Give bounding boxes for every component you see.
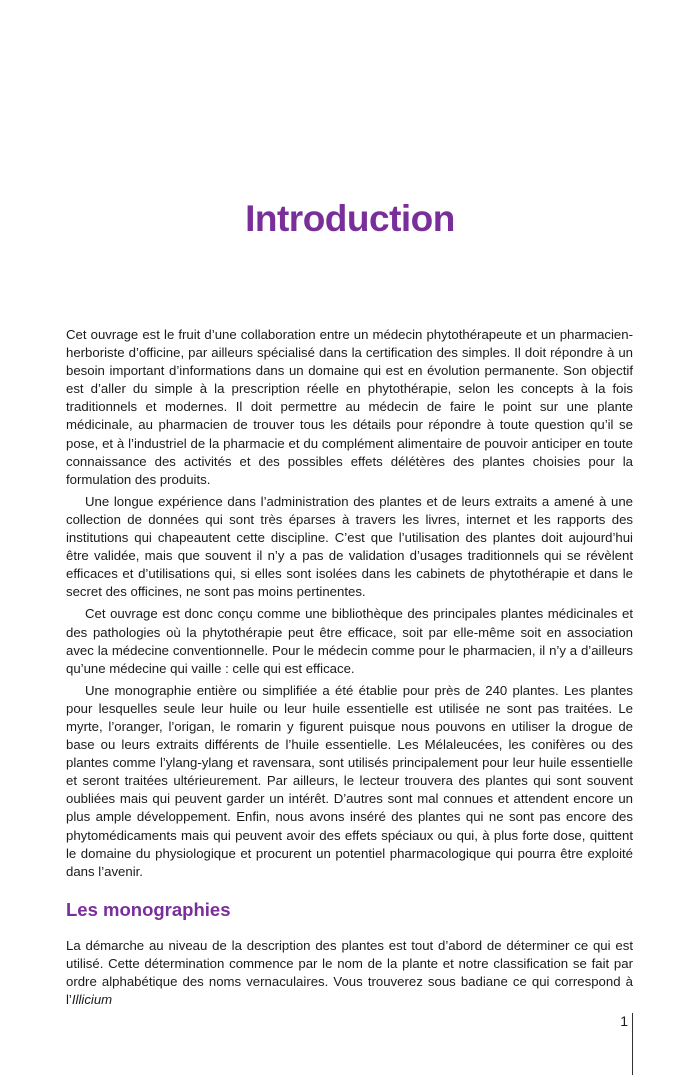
paragraph-4: Une monographie entière ou simplifiée a été établie pour près de 240 plantes. Les plantes pour lesquelles seule leur huile ou leur huile essentielle est utilisée ne sont pas traitées. Le myrte, l’oranger, l’origan, le romarin y figurent puisque nous pouvons en utiliser la drogue de base ou leurs extraits différents de l’huile essentielle. Les Mélaleucées, les conifères ou des plantes comme l’ylang-ylang et ravensara, sont utilisés principalement pour leur huile essentielle et seront traitées ultérieurement. Par ailleurs, le lecteur trouvera des plantes qui sont souvent oubliées mais qui peuvent garder un intérêt. D’autres sont mal connues et attendent encore un plus ample développement. Enfin, nous avons inséré des plantes qui ne sont pas encore des phytomédicaments mais qui peuvent avoir des effets spéciaux ou qui, à plus forte dose, quittent le domaine du physiologique et procurent un potentiel pharmacologique qui pourra être exploité dans l’avenir. <box>66 682 633 879</box>
section-paragraph-italic: Illicium <box>71 992 113 1008</box>
paragraph-3: Cet ouvrage est donc conçu comme une bibliothèque des principales plantes médicinales et des pathologies où la phytothérapie peut être efficace, soit par elle-même soit en association avec la médecine conventionnelle. Pour le médecin comme pour le pharmacien, il n’y a d’ailleurs qu’une médecine qui vaille : celle qui est efficace. <box>66 606 633 676</box>
section-paragraph <box>66 937 633 1009</box>
page-title: Introduction <box>245 198 455 239</box>
page-number: 1 <box>620 1013 628 1029</box>
section-paragraph-text: La démarche au niveau de la description des plantes est tout d’abord de déterminer ce qui est utilisé. Cette détermination commence par le nom de la plante et notre classification se fait par ordre alphabétique des noms vernaculaires. Vous trouverez sous badiane ce qui correspond à l’ <box>66 937 633 1008</box>
paragraph-1: Cet ouvrage est le fruit d’une collaboration entre un médecin phytothérapeute et un pharmacien-herboriste d’officine, par ailleurs spécialisé dans la certification des simples. Il doit répondre à un besoin important d’informations dans un domaine qui est en évolution permanente. Son objectif est d’aller du simple à la prescription réelle en phytothérapie, selon les concepts à la fois traditionnels et modernes. Il doit permettre au médecin de faire le point sur une plante médicinale, au pharmacien de trouver tous les détails pour répondre à toute question qu’il se pose, et à l’industriel de la pharmacie et du complément alimentaire de pouvoir anticiper en toute connaissance des activités et des possibles effets délétères des plantes choisies pour la formulation des produits. <box>66 327 633 487</box>
margin-rule <box>632 1013 633 1075</box>
section-heading: Les monographies <box>66 898 231 920</box>
paragraph-2: Une longue expérience dans l’administration des plantes et de leurs extraits a amené à une collection de données qui sont très éparses à travers les livres, internet et les rapports des institutions qui chapeautent cette discipline. C’est que l’utilisation des plantes doit aujourd’hui être validée, mais que souvent il n’y a pas de validation d’usages traditionnels qui se révèlent efficaces et d’utilisations qui, si elles sont isolées dans les cabinets de phytothérapie et dans le secret des officines, ne sont pas moins pertinentes. <box>66 493 633 600</box>
body-text <box>66 326 633 1009</box>
